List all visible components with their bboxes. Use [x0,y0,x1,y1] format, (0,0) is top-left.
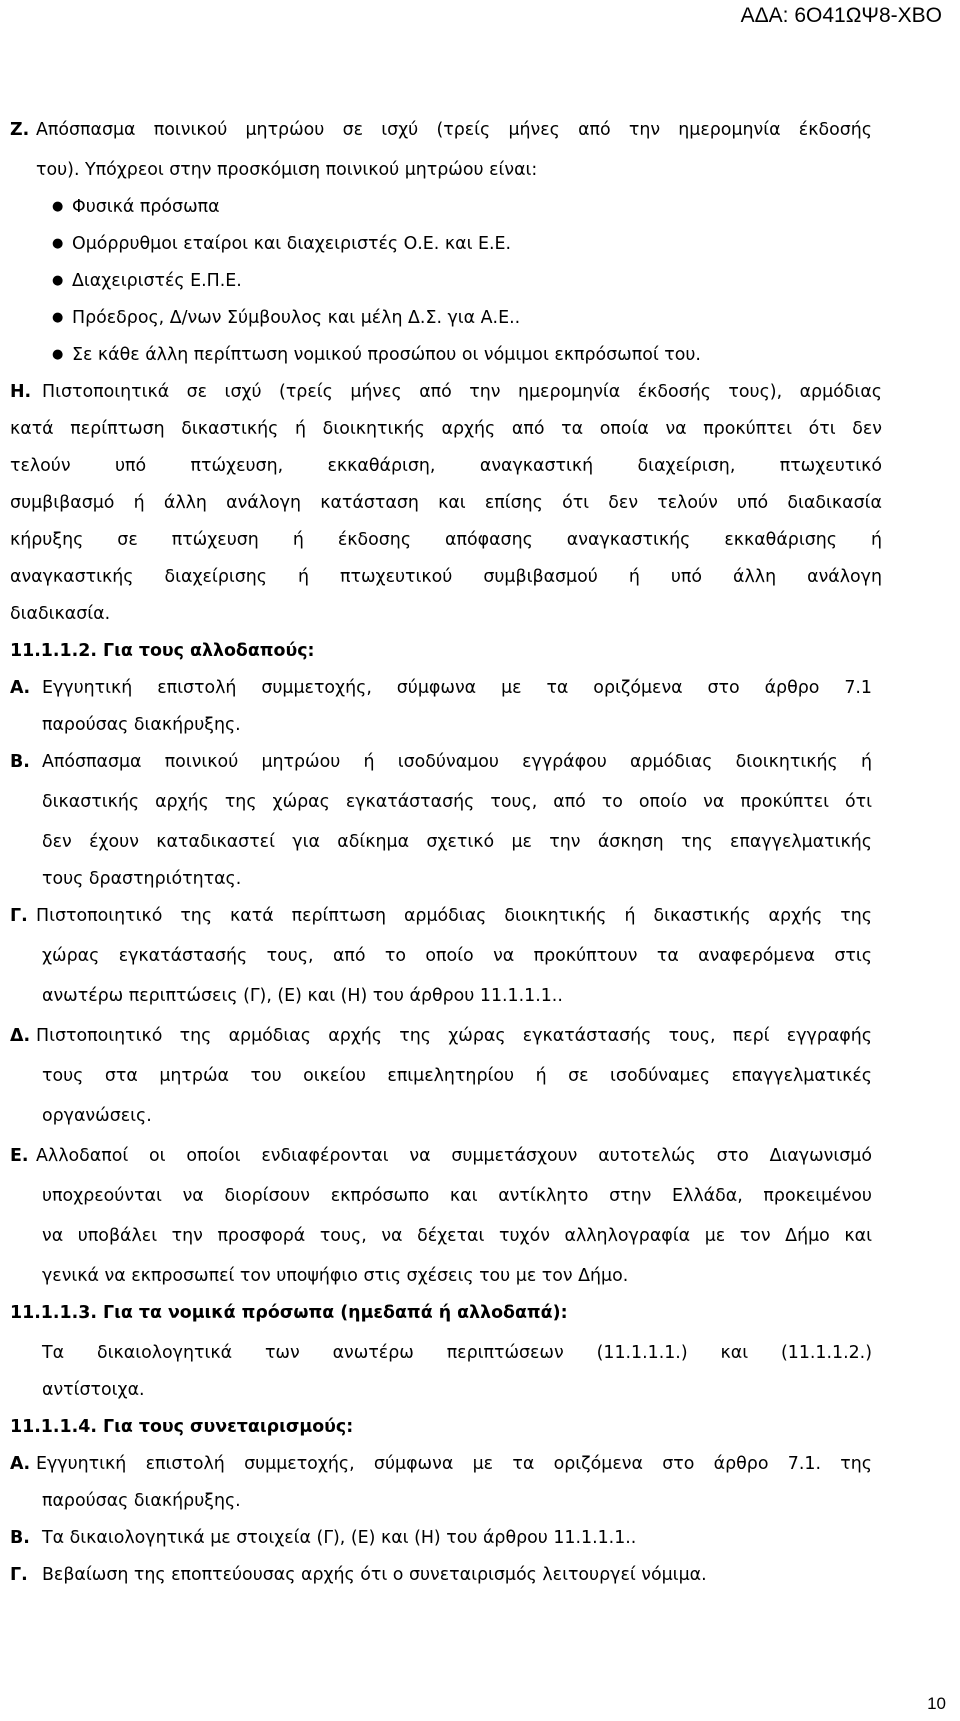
foreign-g-cont: ανωτέρω περιπτώσεις (Γ), (Ε) και (Η) του άρθρου 11.1.1.1.. [42,986,563,1006]
foreign-d-cont: οργανώσεις. [42,1106,152,1126]
foreign-e-cont: υποχρεούνται να διορίσουν εκπρόσωπο και αντίκλητο στην Ελλάδα, προκειμένου [42,1186,872,1206]
heading-cooperatives: 11.1.1.4. Για τους συνεταιρισμούς: [10,1417,354,1437]
section-h-line: αναγκαστικής διαχείρισης ή πτωχευτικού συμβιβασμού ή υπό άλλη ανάλογη [10,567,882,587]
section-z-label: Ζ. [10,120,30,140]
section-h-label: Η. [10,382,32,402]
legal-text: αντίστοιχα. [42,1380,145,1400]
coop-g: Γ. Βεβαίωση της εποπτεύουσας αρχής ότι ο συνεταιρισμός λειτουργεί νόμιμα. [10,1565,707,1585]
section-h-line: διαδικασία. [10,604,111,624]
page-number: 10 [927,1694,946,1713]
foreign-g-cont: χώρας εγκατάστασής τους, από το οποίο να προκύπτουν τα αναφερόμενα στις [42,946,872,966]
coop-a: Α. Εγγυητική επιστολή συμμετοχής, σύμφωνα με τα οριζόμενα στο άρθρο 7.1. της [10,1454,872,1474]
foreign-d-cont: τους στα μητρώα του οικείου επιμελητηρίου ή σε ισοδύναμες επαγγελματικές [42,1066,872,1086]
coop-b: Β. Τα δικαιολογητικά με στοιχεία (Γ), (Ε) και (Η) του άρθρου 11.1.1.1.. [10,1528,637,1548]
coop-a-cont: παρούσας διακήρυξης. [42,1491,241,1511]
heading-foreigners: 11.1.1.2. Για τους αλλοδαπούς: [10,641,315,661]
bullet-icon: ● [52,310,64,325]
section-h-line: κατά περίπτωση δικαστικής ή διοικητικής αρχής από τα οποία να προκύπτει ότι δεν [10,419,882,439]
foreign-g: Γ. Πιστοποιητικό της κατά περίπτωση αρμόδιας διοικητικής ή δικαστικής αρχής της [10,906,872,926]
foreign-d: Δ. Πιστοποιητικό της αρμόδιας αρχής της χώρας εγκατάστασής τους, περί εγγραφής [10,1026,872,1046]
foreign-a: Α. Εγγυητική επιστολή συμμετοχής, σύμφωνα με τα οριζόμενα στο άρθρο 7.1 [10,678,872,698]
bullet-icon: ● [52,199,64,214]
foreign-b: Β. Απόσπασμα ποινικού μητρώου ή ισοδύναμου εγγράφου αρμόδιας διοικητικής ή [10,752,872,772]
bullet-item: ● Ομόρρυθμοι εταίροι και διαχειριστές Ο.Ε. και Ε.Ε. [0,230,960,258]
bullet-item: ● Διαχειριστές Ε.Π.Ε. [0,267,960,295]
bullet-icon: ● [52,347,64,362]
foreign-e-cont: να υποβάλει την προσφορά τους, να δέχεται τυχόν αλληλογραφία με τον Δήμο και [42,1226,872,1246]
bullet-icon: ● [52,236,64,251]
section-h-line: συμβιβασμό ή άλλη ανάλογη κατάσταση και επίσης ότι δεν τελούν υπό διαδικασία [10,493,882,513]
section-h-line: τελούν υπό πτώχευση, εκκαθάριση, αναγκαστική διαχείριση, πτωχευτικό [10,456,882,476]
bullet-icon: ● [52,273,64,288]
section-h-line: Η. Πιστοποιητικά σε ισχύ (τρείς μήνες από την ημερομηνία έκδοσής τους), αρμόδιας [0,378,960,406]
foreign-e-cont: γενικά να εκπροσωπεί τον υποψήφιο στις σχέσεις του με τον Δήμο. [42,1266,629,1286]
foreign-b-cont: δικαστικής αρχής της χώρας εγκατάστασής τους, από το οποίο να προκύπτει ότι [42,792,872,812]
bullet-item: ● Σε κάθε άλλη περίπτωση νομικού προσώπου οι νόμιμοι εκπρόσωποί του. [0,341,960,369]
bullet-item: ● Φυσικά πρόσωπα [0,193,960,221]
section-h-line: κήρυξης σε πτώχευση ή έκδοσης απόφασης αναγκαστικής εκκαθάρισης ή [10,530,882,550]
legal-text: Τα δικαιολογητικά των ανωτέρω περιπτώσεων (11.1.1.1.) και (11.1.1.2.) [42,1343,872,1363]
foreign-a-cont: παρούσας διακήρυξης. [42,715,241,735]
ada-code: ΑΔΑ: 6Ο41ΩΨ8-ΧΒΟ [740,4,942,27]
section-z-line-2: του). Υπόχρεοι στην προσκόμιση ποινικού μητρώου είναι: [36,160,538,180]
foreign-b-cont: τους δραστηριότητας. [42,869,242,889]
section-z-line-1: Ζ. Απόσπασμα ποινικού μητρώου σε ισχύ (τρείς μήνες από την ημερομηνία έκδοσής [0,116,960,144]
foreign-e: Ε. Αλλοδαποί οι οποίοι ενδιαφέρονται να συμμετάσχουν αυτοτελώς στο Διαγωνισμό [10,1146,872,1166]
foreign-b-cont: δεν έχουν καταδικαστεί για αδίκημα σχετικό με την άσκηση της επαγγελματικής [42,832,872,852]
heading-legal-entities: 11.1.1.3. Για τα νομικά πρόσωπα (ημεδαπά ή αλλοδαπά): [10,1303,568,1323]
bullet-item: ● Πρόεδρος, Δ/νων Σύμβουλος και μέλη Δ.Σ. για Α.Ε.. [0,304,960,332]
